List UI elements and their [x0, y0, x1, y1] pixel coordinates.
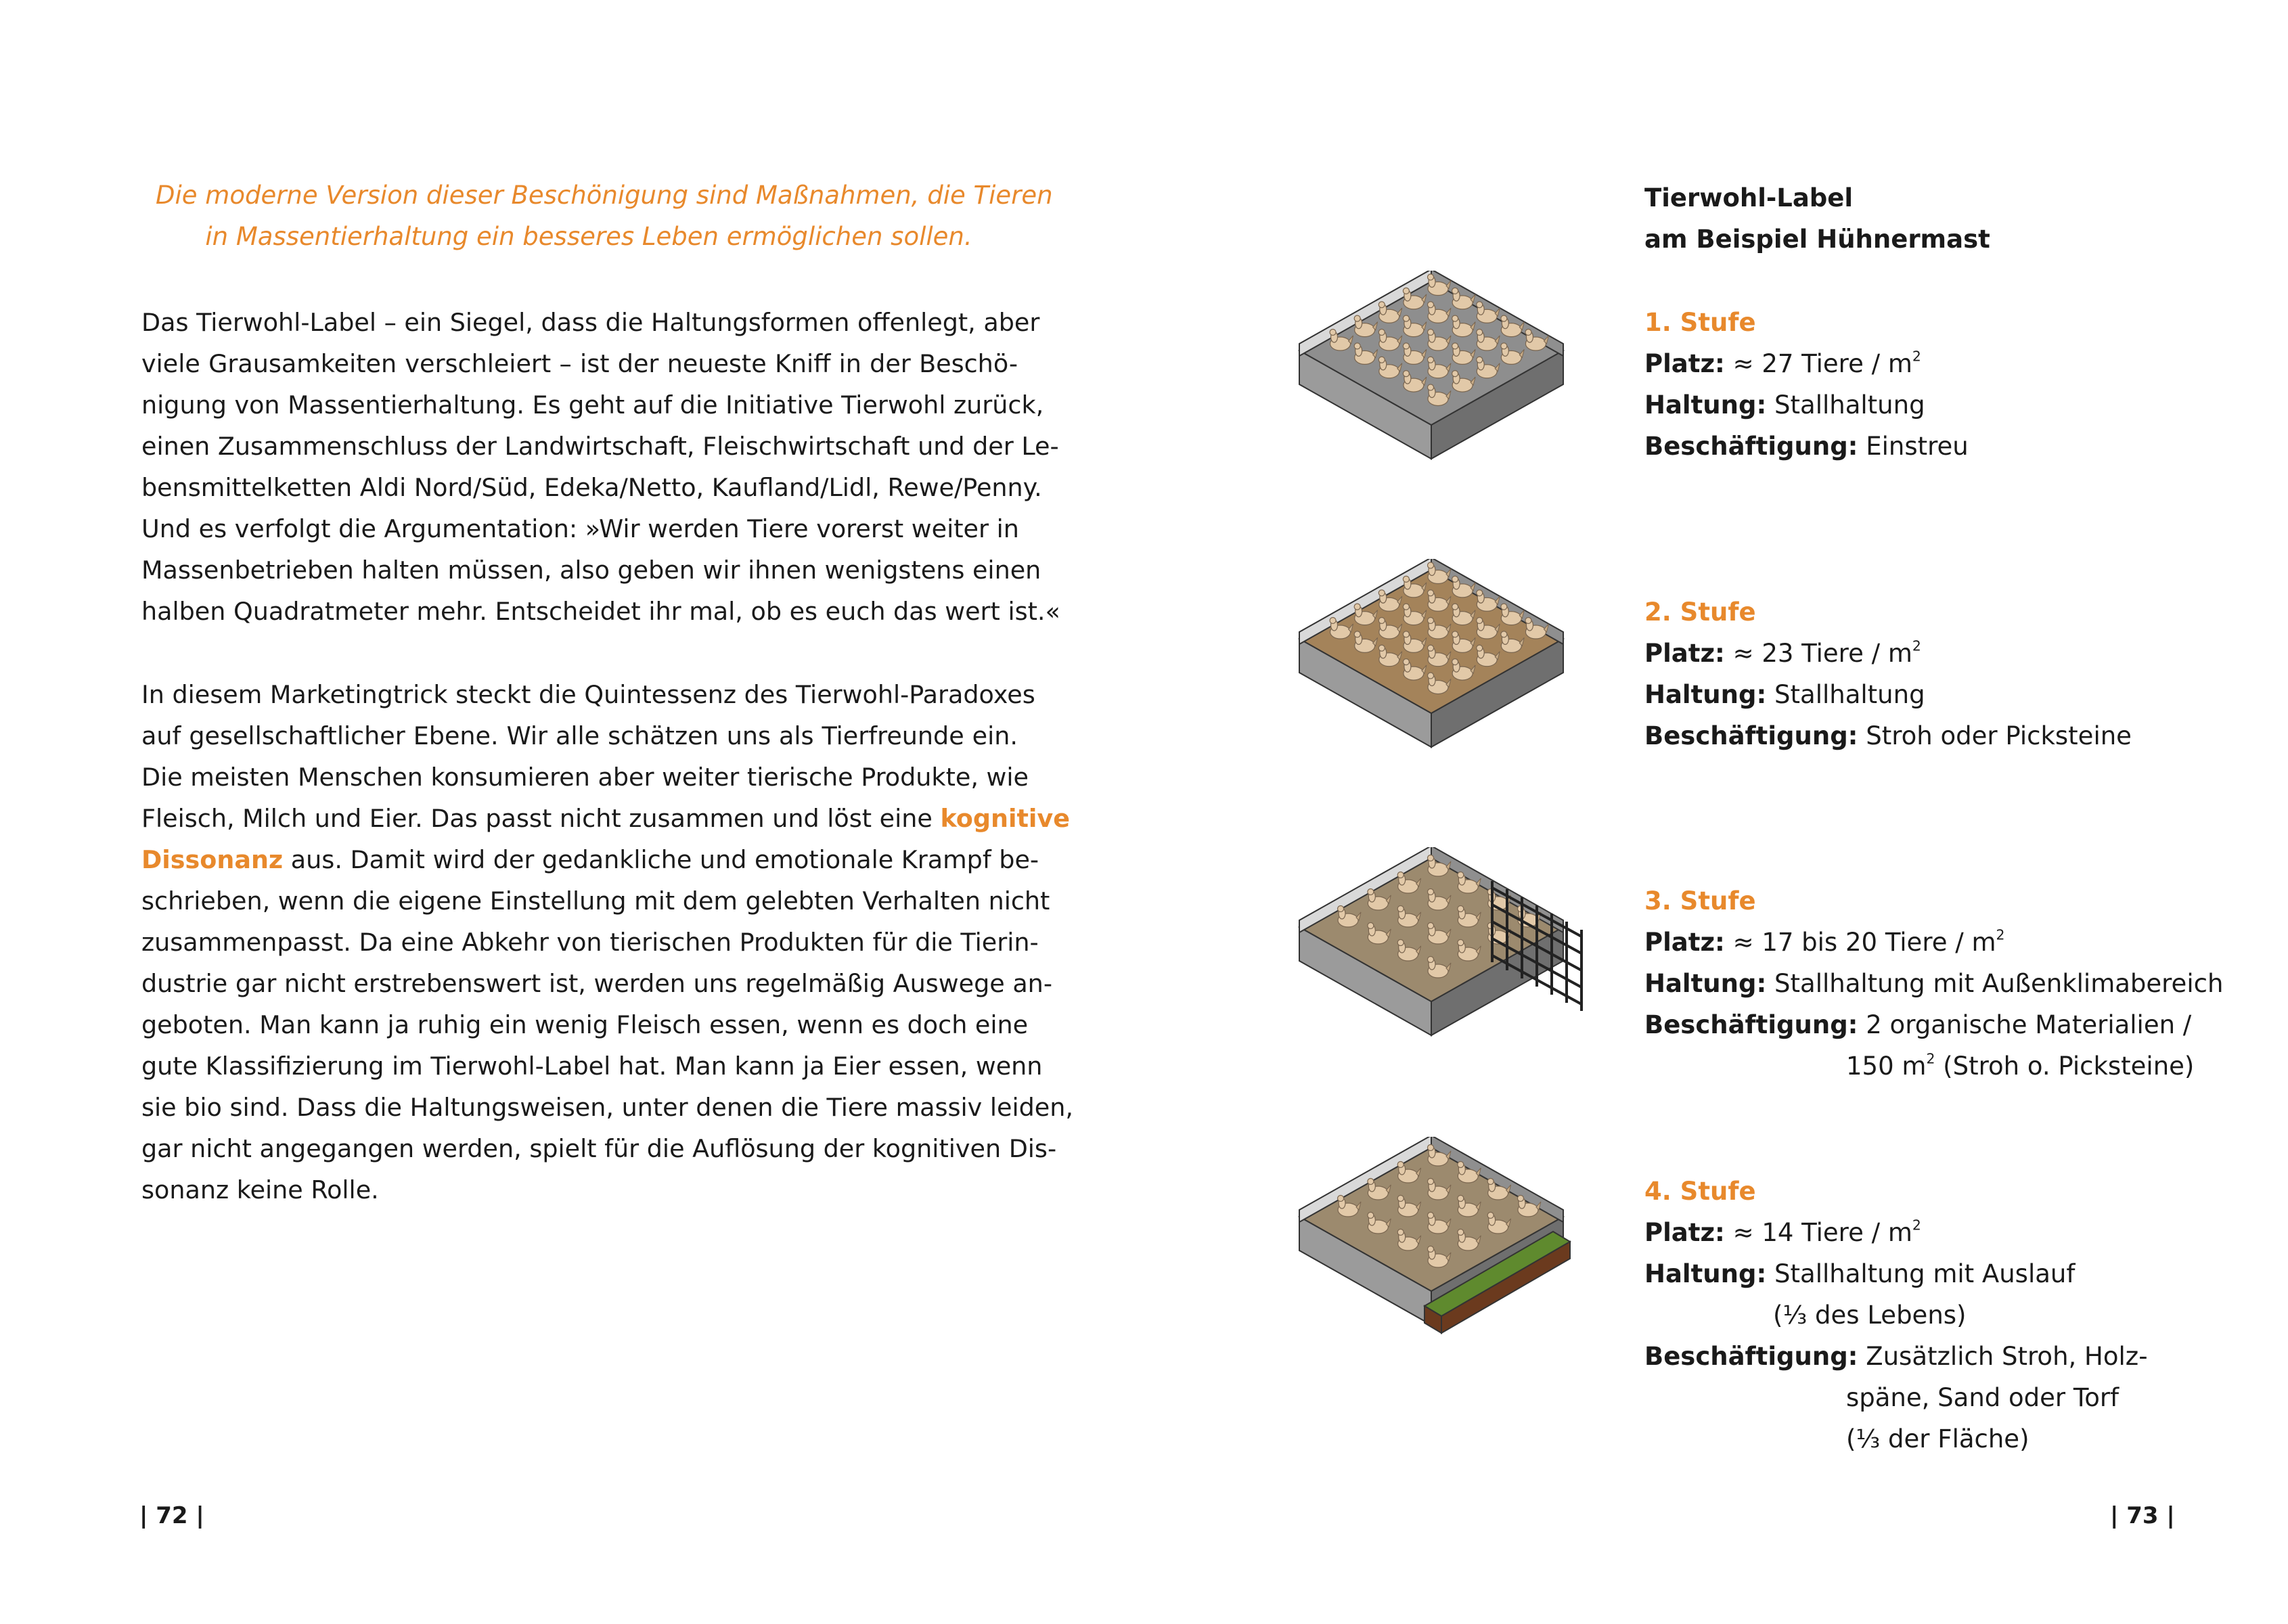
keyword-highlight: kognitive: [940, 804, 1070, 833]
haltung-label: Haltung:: [1644, 680, 1767, 709]
text-line: [141, 798, 1070, 839]
text-line: Die meisten Menschen konsumieren aber weiter tierische Produkte, wie: [141, 763, 1029, 792]
chicken-head: [1428, 889, 1434, 895]
beschaeftigung-value: Stroh oder Picksteine: [1866, 721, 2132, 750]
chicken-head: [1477, 590, 1483, 596]
chicken-head: [1477, 330, 1483, 336]
chicken-head: [1452, 631, 1458, 637]
paragraph-2: [141, 674, 1073, 1211]
platz-row: [1644, 633, 2132, 674]
unit-superscript: 2: [1912, 1217, 1921, 1234]
page-number: 72: [156, 1502, 188, 1529]
chicken-head: [1428, 274, 1434, 280]
beschaeftigung-label: Beschäftigung:: [1644, 432, 1858, 461]
chicken-head: [1378, 618, 1385, 624]
chicken-head: [1330, 618, 1336, 624]
text-line: Das Tierwohl-Label – ein Siegel, dass die Haltungsformen offenlegt, aber: [141, 308, 1040, 337]
beschaeftigung-value: Einstreu: [1866, 432, 1969, 461]
chicken-head: [1428, 590, 1434, 596]
chicken-head: [1403, 371, 1409, 377]
chicken-head: [1428, 384, 1434, 390]
text-line: nigung von Massentierhaltung. Es geht auf die Initiative Tierwohl zurück,: [141, 390, 1044, 420]
chicken-head: [1354, 343, 1360, 349]
chicken-head: [1354, 631, 1360, 637]
chicken-head: [1428, 1145, 1434, 1151]
heading-line: Tierwohl-Label: [1644, 183, 1854, 212]
text-line: viele Grausamkeiten verschleiert – ist der neueste Kniff in der Beschö-: [141, 349, 1018, 378]
haltung-row: [1644, 384, 1969, 426]
platz-label: Platz:: [1644, 639, 1725, 668]
platz-label: Platz:: [1644, 349, 1725, 378]
pull-quote-line: in Massentierhaltung ein besseres Leben ermöglichen sollen.: [205, 222, 972, 251]
page-number-left: | 72 |: [139, 1502, 204, 1529]
haltung-value: Stallhaltung mit Auslauf: [1774, 1259, 2076, 1288]
beschaeftigung-label: Beschäftigung:: [1644, 1342, 1858, 1371]
chicken-head: [1403, 604, 1409, 610]
infographic-heading: [1644, 177, 1990, 260]
chicken-head: [1354, 604, 1360, 610]
chicken-head: [1487, 1179, 1494, 1185]
chicken-head: [1397, 1196, 1404, 1202]
barn-illustration-stage-1: [1289, 271, 1573, 514]
chicken-head: [1428, 1213, 1434, 1219]
text-line: gute Klassifizierung im Tierwohl-Label hat. Man kann ja Eier essen, wenn: [141, 1052, 1043, 1081]
pull-quote-line: Die moderne Version dieser Beschönigung sind Maßnahmen, die Tieren: [156, 181, 1053, 210]
beschaeftigung-value: (Stroh o. Picksteine): [1935, 1052, 2195, 1081]
chicken-head: [1368, 1213, 1374, 1219]
text-line: geboten. Man kann ja ruhig ein wenig Fleisch essen, wenn es doch eine: [141, 1010, 1029, 1039]
barn-illustration-stage-3: [1289, 847, 1607, 1091]
chicken-head: [1428, 645, 1434, 651]
chicken-head: [1458, 940, 1464, 946]
unit-superscript: 2: [1912, 637, 1921, 654]
chicken-head: [1397, 940, 1404, 946]
beschaeftigung-value: Zusätzlich Stroh, Holz-: [1866, 1342, 2148, 1371]
chicken-head: [1501, 631, 1507, 637]
platz-value: ≈ 23 Tiere / m: [1732, 639, 1912, 668]
beschaeftigung-label: Beschäftigung:: [1644, 1010, 1858, 1039]
chicken-head: [1452, 288, 1458, 294]
chicken-head: [1428, 618, 1434, 624]
right-page: [1144, 0, 2288, 1624]
text-line: sonanz keine Rolle.: [141, 1175, 379, 1204]
chicken-head: [1378, 645, 1385, 651]
beschaeftigung-row: [1644, 426, 1969, 467]
chicken-head: [1338, 906, 1344, 912]
beschaeftigung-value: 2 organische Materialien /: [1866, 1010, 2192, 1039]
chicken-head: [1501, 315, 1507, 321]
haltung-label: Haltung:: [1644, 390, 1767, 420]
chicken-head: [1428, 357, 1434, 363]
stage-4-info: [1644, 1171, 2148, 1460]
chicken-head: [1501, 343, 1507, 349]
stage-title: 4. Stufe: [1644, 1177, 1756, 1206]
pull-quote: [156, 175, 1053, 257]
chicken-head: [1487, 1213, 1494, 1219]
chicken-head: [1517, 1196, 1523, 1202]
haltung-label: Haltung:: [1644, 969, 1767, 998]
text-line: dustrie gar nicht erstrebenswert ist, werden uns regelmäßig Auswege an-: [141, 969, 1052, 998]
unit-superscript: 2: [1926, 1050, 1935, 1067]
chicken-head: [1458, 906, 1464, 912]
haltung-label: Haltung:: [1644, 1259, 1767, 1288]
chicken-head: [1428, 957, 1434, 963]
chicken-head: [1428, 855, 1434, 861]
chicken-head: [1452, 315, 1458, 321]
chicken-head: [1458, 1230, 1464, 1236]
chicken-head: [1397, 906, 1404, 912]
paragraph-1: [141, 302, 1060, 632]
beschaeftigung-row: [1644, 715, 2132, 757]
page-number: 73: [2126, 1502, 2159, 1529]
platz-row: [1644, 922, 2223, 963]
heading-line: am Beispiel Hühnermast: [1644, 225, 1990, 254]
chicken-head: [1368, 923, 1374, 929]
chicken-head: [1378, 302, 1385, 308]
chicken-head: [1378, 357, 1385, 363]
chicken-head: [1452, 604, 1458, 610]
platz-value: ≈ 14 Tiere / m: [1732, 1218, 1912, 1247]
text-fragment: aus. Damit wird der gedankliche und emotionale Krampf be-: [290, 845, 1039, 874]
platz-row: [1644, 1212, 2148, 1253]
stage-2-info: [1644, 591, 2132, 757]
platz-label: Platz:: [1644, 1218, 1725, 1247]
chicken-head: [1403, 659, 1409, 665]
chicken-head: [1501, 604, 1507, 610]
chicken-head: [1368, 889, 1374, 895]
text-line: sie bio sind. Dass die Haltungsweisen, unter denen die Tiere massiv leiden,: [141, 1093, 1073, 1122]
chicken-head: [1428, 562, 1434, 568]
chicken-head: [1477, 645, 1483, 651]
beschaeftigung-continuation: (⅓ der Fläche): [1846, 1424, 2029, 1453]
platz-label: Platz:: [1644, 928, 1725, 957]
haltung-row: [1644, 963, 2223, 1004]
unit-superscript: 2: [1912, 348, 1921, 365]
platz-value: ≈ 27 Tiere / m: [1732, 349, 1912, 378]
chicken-head: [1428, 302, 1434, 308]
beschaeftigung-continuation: [1644, 1045, 2223, 1087]
chicken-head: [1458, 1196, 1464, 1202]
chicken-head: [1403, 576, 1409, 582]
chicken-head: [1452, 659, 1458, 665]
chicken-head: [1354, 315, 1360, 321]
stage-title: 2. Stufe: [1644, 597, 1756, 627]
keyword-highlight: Dissonanz: [141, 845, 284, 874]
chicken-head: [1378, 330, 1385, 336]
barn-illustration-stage-2: [1289, 559, 1573, 803]
chicken-head: [1403, 315, 1409, 321]
chicken-head: [1428, 330, 1434, 336]
stage-1-info: [1644, 302, 1969, 467]
text-fragment: Fleisch, Milch und Eier. Das passt nicht zusammen und löst eine: [141, 804, 933, 833]
chicken-head: [1330, 330, 1336, 336]
chicken-head: [1428, 673, 1434, 679]
chicken-head: [1428, 1246, 1434, 1253]
text-line: bensmittelketten Aldi Nord/Süd, Edeka/Netto, Kaufland/Lidl, Rewe/Penny.: [141, 473, 1042, 502]
haltung-continuation: (⅓ des Lebens): [1773, 1301, 1967, 1330]
chicken-head: [1378, 590, 1385, 596]
chicken-head: [1452, 343, 1458, 349]
chicken-head: [1477, 302, 1483, 308]
text-line: gar nicht angegangen werden, spielt für die Auflösung der kognitiven Dis-: [141, 1134, 1057, 1163]
haltung-row: [1644, 674, 2132, 715]
unit-superscript: 2: [1996, 926, 2005, 943]
text-line: einen Zusammenschluss der Landwirtschaft, Fleischwirtschaft und der Le-: [141, 432, 1059, 461]
text-line: schrieben, wenn die eigene Einstellung mit dem gelebten Verhalten nicht: [141, 886, 1050, 916]
beschaeftigung-row: [1644, 1336, 2148, 1377]
beschaeftigung-value: 150 m: [1846, 1052, 1927, 1081]
chicken-head: [1403, 631, 1409, 637]
page-number-right: | 73 |: [2110, 1502, 2175, 1529]
chicken-head: [1477, 357, 1483, 363]
stage-title: 1. Stufe: [1644, 308, 1756, 337]
chicken-head: [1403, 288, 1409, 294]
chicken-head: [1452, 371, 1458, 377]
text-line: zusammenpasst. Da eine Abkehr von tierischen Produkten für die Tierin-: [141, 928, 1039, 957]
beschaeftigung-row: [1644, 1004, 2223, 1045]
text-line: [141, 839, 1039, 880]
chicken-head: [1338, 1196, 1344, 1202]
stage-title: 3. Stufe: [1644, 886, 1756, 916]
stage-3-info: [1644, 880, 2223, 1087]
barn-illustration-stage-4: [1289, 1137, 1573, 1380]
chicken-head: [1477, 618, 1483, 624]
platz-row: [1644, 343, 1969, 384]
chicken-head: [1368, 1179, 1374, 1185]
text-line: auf gesellschaftlicher Ebene. Wir alle schätzen uns als Tierfreunde ein.: [141, 721, 1018, 750]
text-line: In diesem Marketingtrick steckt die Quintessenz des Tierwohl-Paradoxes: [141, 680, 1035, 709]
chicken-head: [1452, 576, 1458, 582]
chicken-head: [1397, 872, 1404, 878]
platz-value: ≈ 17 bis 20 Tiere / m: [1732, 928, 1996, 957]
haltung-row: [1644, 1253, 2148, 1294]
chicken-head: [1458, 872, 1464, 878]
haltung-value: Stallhaltung mit Außenklimabereich: [1774, 969, 2224, 998]
text-line: halben Quadratmeter mehr. Entscheidet ihr mal, ob es euch das wert ist.«: [141, 597, 1060, 626]
haltung-value: Stallhaltung: [1774, 390, 1925, 420]
chicken-head: [1428, 923, 1434, 929]
chicken-head: [1428, 1179, 1434, 1185]
chicken-head: [1458, 1162, 1464, 1168]
haltung-value: Stallhaltung: [1774, 680, 1925, 709]
beschaeftigung-label: Beschäftigung:: [1644, 721, 1858, 750]
chicken-head: [1403, 343, 1409, 349]
chicken-head: [1397, 1230, 1404, 1236]
chicken-head: [1525, 330, 1531, 336]
text-line: Massenbetrieben halten müssen, also geben wir ihnen wenigstens einen: [141, 556, 1041, 585]
beschaeftigung-continuation: späne, Sand oder Torf: [1846, 1383, 2119, 1412]
chicken-head: [1525, 618, 1531, 624]
chicken-head: [1397, 1162, 1404, 1168]
text-line: Und es verfolgt die Argumentation: »Wir werden Tiere vorerst weiter in: [141, 514, 1019, 543]
